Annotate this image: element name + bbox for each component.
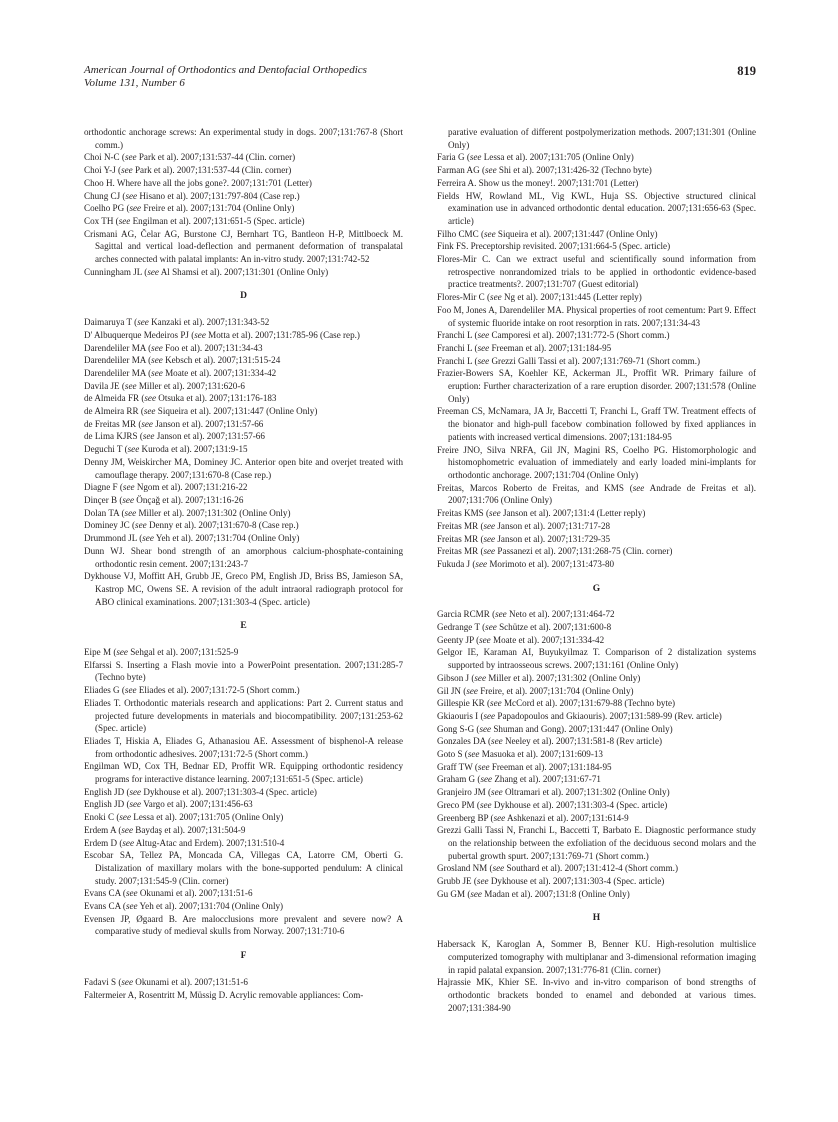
index-entry: Darendeliler MA (see Kebsch et al). 2007;131:515-24 [84, 355, 281, 366]
index-entry: Grezzi Galli Tassi N, Franchi L, Baccetti T, Barbato E. Diagnostic performance study on the relationship between the exfoliation of the deciduous second molars and the pubertal growth spurt. 2007;131:769-71 (Short comm.) [437, 825, 756, 861]
index-entry: Cox TH (see Engilman et al). 2007;131:651-5 (Spec. article) [84, 215, 305, 226]
index-entry: de Almeida FR (see Otsuka et al). 2007;131:176-183 [84, 393, 277, 404]
index-entry: Gil JN (see Freire, et al). 2007;131:704 (Online Only) [437, 685, 634, 696]
index-entry: Daimaruya T (see Kanzaki et al). 2007;131:343-52 [84, 317, 270, 328]
index-entry: orthodontic anchorage screws: An experimental study in dogs. 2007;131:767-8 (Short comm.) [84, 127, 403, 150]
index-entry: Goto S (see Masuoka et al). 2007;131:609-13 [437, 749, 603, 760]
index-entry: Garcia RCMR (see Neto et al). 2007;131:464-72 [437, 609, 615, 620]
index-entry: Gibson J (see Miller et al). 2007;131:302 (Online Only) [437, 672, 641, 683]
index-entry: Freitas MR (see Janson et al). 2007;131:729-35 [437, 533, 611, 544]
index-entry: Freire JNO, Silva NRFA, Gil JN, Magini RS, Coelho PG. Histomorphologic and histomophometric evaluation of immediately and early loaded mini-implants for orthodontic anchorage. 2007;131:704 (Online Only) [437, 444, 756, 480]
index-entry: Dolan TA (see Miller et al). 2007;131:302 (Online Only) [84, 507, 291, 518]
index-entry: Flores-Mir C. Can we extract useful and scientifically sound information from retrospective nonrandomized trials to be applied in orthodontic evidence-based practice treatments?. 2007;131:707 (Guest editorial) [437, 254, 756, 290]
index-entry: Hajrassie MK, Khier SE. In-vivo and in-vitro comparison of bond strengths of orthodontic brackets bonded to enamel and debonded at various times. 2007;131:384-90 [437, 977, 756, 1013]
index-entry: English JD (see Dykhouse et al). 2007;131:303-4 (Spec. article) [84, 786, 317, 797]
index-entry: Grubb JE (see Dykhouse et al). 2007;131:303-4 (Spec. article) [437, 876, 665, 887]
index-entry: Chung CJ (see Hisano et al). 2007;131:797-804 (Case rep.) [84, 190, 300, 201]
index-entry: Flores-Mir C (see Ng et al). 2007;131:445 (Letter reply) [437, 292, 642, 303]
index-entry: Deguchi T (see Kuroda et al). 2007;131:9-15 [84, 444, 248, 455]
index-entry: Dunn WJ. Shear bond strength of an amorphous calcium-phosphate-containing orthodontic resin cement. 2007;131:243-7 [84, 545, 403, 569]
section-letter: E [240, 621, 247, 632]
index-entry: Faria G (see Lessa et al). 2007;131:705 (Online Only) [437, 152, 634, 163]
index-entry: Freitas MR (see Janson et al). 2007;131:717-28 [437, 520, 611, 531]
index-entry: Freeman CS, McNamara, JA Jr, Baccetti T, Franchi L, Graff TW. Treatment effects of the bionator and high-pull facebow combination followed by fixed appliances in patients with increased vertical dimensions. 2007;131:184-95 [437, 406, 756, 442]
index-entry: Evensen JP, Øgaard B. Are malocclusions more prevalent and severe now? A comparative study of medieval skulls from Norway. 2007;131:710-6 [84, 913, 403, 937]
index-entry: Elfarssi S. Inserting a Flash movie into a PowerPoint presentation. 2007;131:285-7 (Techno byte) [84, 659, 403, 683]
index-entry: Ferreira A. Show us the money!. 2007;131:701 (Letter) [437, 177, 639, 188]
index-entry: Gkiaouris I (see Papadopoulos and Gkiaouris). 2007;131:589-99 (Rev. article) [437, 710, 722, 721]
index-entry: Graham G (see Zhang et al). 2007;131:67-71 [437, 774, 601, 785]
index-entry: Choi Y-J (see Park et al). 2007;131:537-44 (Clin. corner) [84, 165, 292, 176]
index-entry: Erdem A (see Baydaş et al). 2007;131:504-9 [84, 824, 246, 835]
index-entry: Darendeliler MA (see Foo et al). 2007;131:34-43 [84, 342, 263, 353]
index-entry: Eipe M (see Sehgal et al). 2007;131:525-9 [84, 647, 239, 658]
index-entry: Eliades T, Hiskia A, Eliades G, Athanasiou AE. Assessment of bisphenol-A release from orthodontic adhesives. 2007;131:72-5 (Short comm.) [84, 735, 403, 759]
index-entry: Graff TW (see Freeman et al). 2007;131:184-95 [437, 761, 612, 772]
index-entry: Farman AG (see Shi et al). 2007;131:426-32 (Techno byte) [437, 165, 652, 176]
index-entry: Dykhouse VJ, Moffitt AH, Grubb JE, Greco PM, English JD, Briss BS, Jamieson SA, Kastrop MC, Owens SE. A revision of the adult intraoral radiograph protocol for ABO clinical examinations. 2007;131:303-4 (Spec. article) [84, 571, 403, 607]
index-entry: Cunningham JL (see Al Shamsi et al). 2007;131:301 (Online Only) [84, 266, 329, 277]
journal-volume: Volume 131, Number 6 [84, 77, 185, 89]
index-entry: Evans CA (see Okunami et al). 2007;131:51-6 [84, 888, 253, 899]
index-entry: Eliades G (see Eliades et al). 2007;131:72-5 (Short comm.) [84, 685, 300, 696]
section-letter: G [592, 583, 601, 594]
page-number: 819 [737, 64, 756, 78]
index-entry: Coelho PG (see Freire et al). 2007;131:704 (Online Only) [84, 203, 295, 214]
index-entry: Darendeliler MA (see Moate et al). 2007;131:334-42 [84, 367, 277, 378]
index-entry: parative evaluation of different postpolymerization methods. 2007;131:301 (Online Only) [448, 127, 756, 150]
index-entry: Franchi L (see Freeman et al). 2007;131:184-95 [437, 342, 612, 353]
index-entry: Gillespie KR (see McCord et al). 2007;131:679-88 (Techno byte) [437, 698, 676, 709]
index-entry: Greco PM (see Dykhouse et al). 2007;131:303-4 (Spec. article) [437, 799, 668, 810]
index-entry: Greenberg BP (see Ashkenazi et al). 2007;131:614-9 [437, 812, 629, 823]
index-entry: Fields HW, Rowland ML, Vig KWL, Huja SS. Objective structured clinical examination use in advanced orthodontic dental education. 2007;131:656-63 (Spec. article) [437, 190, 756, 226]
index-entry: Freitas KMS (see Janson et al). 2007;131:4 (Letter reply) [437, 508, 646, 519]
index-entry: de Freitas MR (see Janson et al). 2007;131:57-66 [84, 418, 264, 429]
index-entry: Gedrange T (see Schütze et al). 2007;131:600-8 [437, 622, 612, 633]
index-entry: Gonzales DA (see Neeley et al). 2007;131:581-8 (Rev article) [437, 736, 663, 747]
index-entry: Denny JM, Weiskircher MA, Dominey JC. Anterior open bite and overjet treated with camouflage therapy. 2007;131:670-8 (Case rep.) [84, 456, 403, 480]
index-column-right [437, 126, 756, 1014]
section-letter: D [240, 291, 247, 302]
index-entry: Freitas, Marcos Roberto de Freitas, and KMS (see Andrade de Freitas et al). 2007;131:706 (Online Only) [437, 482, 756, 506]
section-letter: F [240, 951, 247, 962]
index-entry: Enoki C (see Lessa et al). 2007;131:705 (Online Only) [84, 812, 284, 823]
journal-title [84, 64, 367, 90]
index-entry: Crismani AG, Čelar AG, Burstone CJ, Bernhart TG, Bantleon H-P, Mittlboeck M. Sagittal and vertical load-deflection and permanent deformation of transpalatal arches connected with palatal implants: An in-vitro study. 2007;131:742-52 [84, 228, 403, 265]
index-entry: Eliades T. Orthodontic materials research and applications: Part 2. Current status and projected future developments in materials and biocompatibility. 2007;131:253-62 (Spec. article) [84, 697, 403, 734]
index-entry: Engilman WD, Cox TH, Bednar ED, Proffit WR. Equipping orthodontic residency programs for interactive distance learning. 2007;131:651-5 (Spec. article) [84, 761, 403, 785]
index-entry: de Almeira RR (see Siqueira et al). 2007;131:447 (Online Only) [84, 406, 318, 417]
index-entry: Fukuda J (see Morimoto et al). 2007;131:473-80 [437, 558, 615, 569]
index-entry: Erdem D (see Altug-Atac and Erdem). 2007;131:510-4 [84, 837, 285, 848]
index-entry: Drummond JL (see Yeh et al). 2007;131:704 (Online Only) [84, 533, 300, 544]
index-entry: Freitas MR (see Passanezi et al). 2007;131:268-75 (Clin. corner) [437, 546, 673, 557]
index-entry: Choi N-C (see Park et al). 2007;131:537-44 (Clin. corner) [84, 152, 296, 163]
index-entry: Filho CMC (see Siqueira et al). 2007;131:447 (Online Only) [437, 228, 658, 239]
index-entry: Fadavi S (see Okunami et al). 2007;131:51-6 [84, 976, 248, 987]
index-entry: Escobar SA, Tellez PA, Moncada CA, Villegas CA, Latorre CM, Oberti G. Distalization of maxillary molars with the bone-supported pendulum: A clinical study. 2007;131:545-9 (Clin. corner) [84, 850, 403, 886]
index-entry: Gu GM (see Madan et al). 2007;131:8 (Online Only) [437, 888, 630, 899]
index-entry: Granjeiro JM (see Oltramari et al). 2007;131:302 (Online Only) [437, 787, 670, 798]
index-entry: Habersack K, Karoglan A, Sommer B, Benner KU. High-resolution multislice computerized tomography with multiplanar and 3-dimensional reformation imaging in rapid palatal expansion. 2007;131:776-81 (Clin. corner) [437, 939, 756, 975]
index-entry: Choo H. Where have all the jobs gone?. 2007;131:701 (Letter) [84, 177, 312, 188]
index-entry: Franchi L (see Grezzi Galli Tassi et al). 2007;131:769-71 (Short comm.) [437, 355, 701, 366]
section-letter: H [592, 913, 601, 924]
index-entry: English JD (see Vargo et al). 2007;131:456-63 [84, 799, 253, 810]
index-entry: Diagne F (see Ngom et al). 2007;131:216-22 [84, 482, 248, 493]
index-entry: Dominey JC (see Denny et al). 2007;131:670-8 (Case rep.) [84, 520, 299, 531]
index-entry: Grosland NM (see Southard et al). 2007;131:412-4 (Short comm.) [437, 863, 678, 874]
index-entry: Gong S-G (see Shuman and Gong). 2007;131:447 (Online Only) [437, 723, 673, 734]
index-entry: Faltermeier A, Rosentritt M, Müssig D. Acrylic removable appliances: Com- [84, 989, 364, 1000]
index-entry: Dinçer B (see Önçağ et al). 2007;131:16-26 [84, 494, 244, 505]
index-entry: Geenty JP (see Moate et al). 2007;131:334-42 [437, 634, 605, 645]
index-entry: Foo M, Jones A, Darendeliler MA. Physical properties of root cementum: Part 9. Effect of systemic fluoride intake on root resorption in rats. 2007;131:34-43 [437, 304, 756, 328]
index-entry: Franchi L (see Camporesi et al). 2007;131:772-5 (Short comm.) [437, 330, 670, 341]
index-entry: Fink FS. Preceptorship revisited. 2007;131:664-5 (Spec. article) [437, 241, 671, 252]
index-entry: Frazier-Bowers SA, Koehler KE, Ackerman JL, Proffit WR. Primary failure of eruption: Further characterization of a rare eruption disorder. 2007;131:578 (Online Only) [437, 368, 756, 404]
index-column-left [84, 126, 403, 1001]
index-entry: Evans CA (see Yeh et al). 2007;131:704 (Online Only) [84, 901, 284, 912]
journal-name: American Journal of Orthodontics and Dentofacial Orthopedics [84, 64, 367, 76]
index-entry: Gelgor IE, Karaman AI, Buyukyilmaz T. Comparison of 2 distalization systems supported by intraosseous screws. 2007;131:161 (Online Only) [437, 647, 756, 671]
running-header [84, 64, 756, 98]
index-entry: D' Albuquerque Medeiros PJ (see Motta et al). 2007;131:785-96 (Case rep.) [84, 329, 360, 340]
index-entry: de Lima KJRS (see Janson et al). 2007;131:57-66 [84, 431, 265, 442]
index-entry: Davila JE (see Miller et al). 2007;131:620-6 [84, 380, 245, 391]
